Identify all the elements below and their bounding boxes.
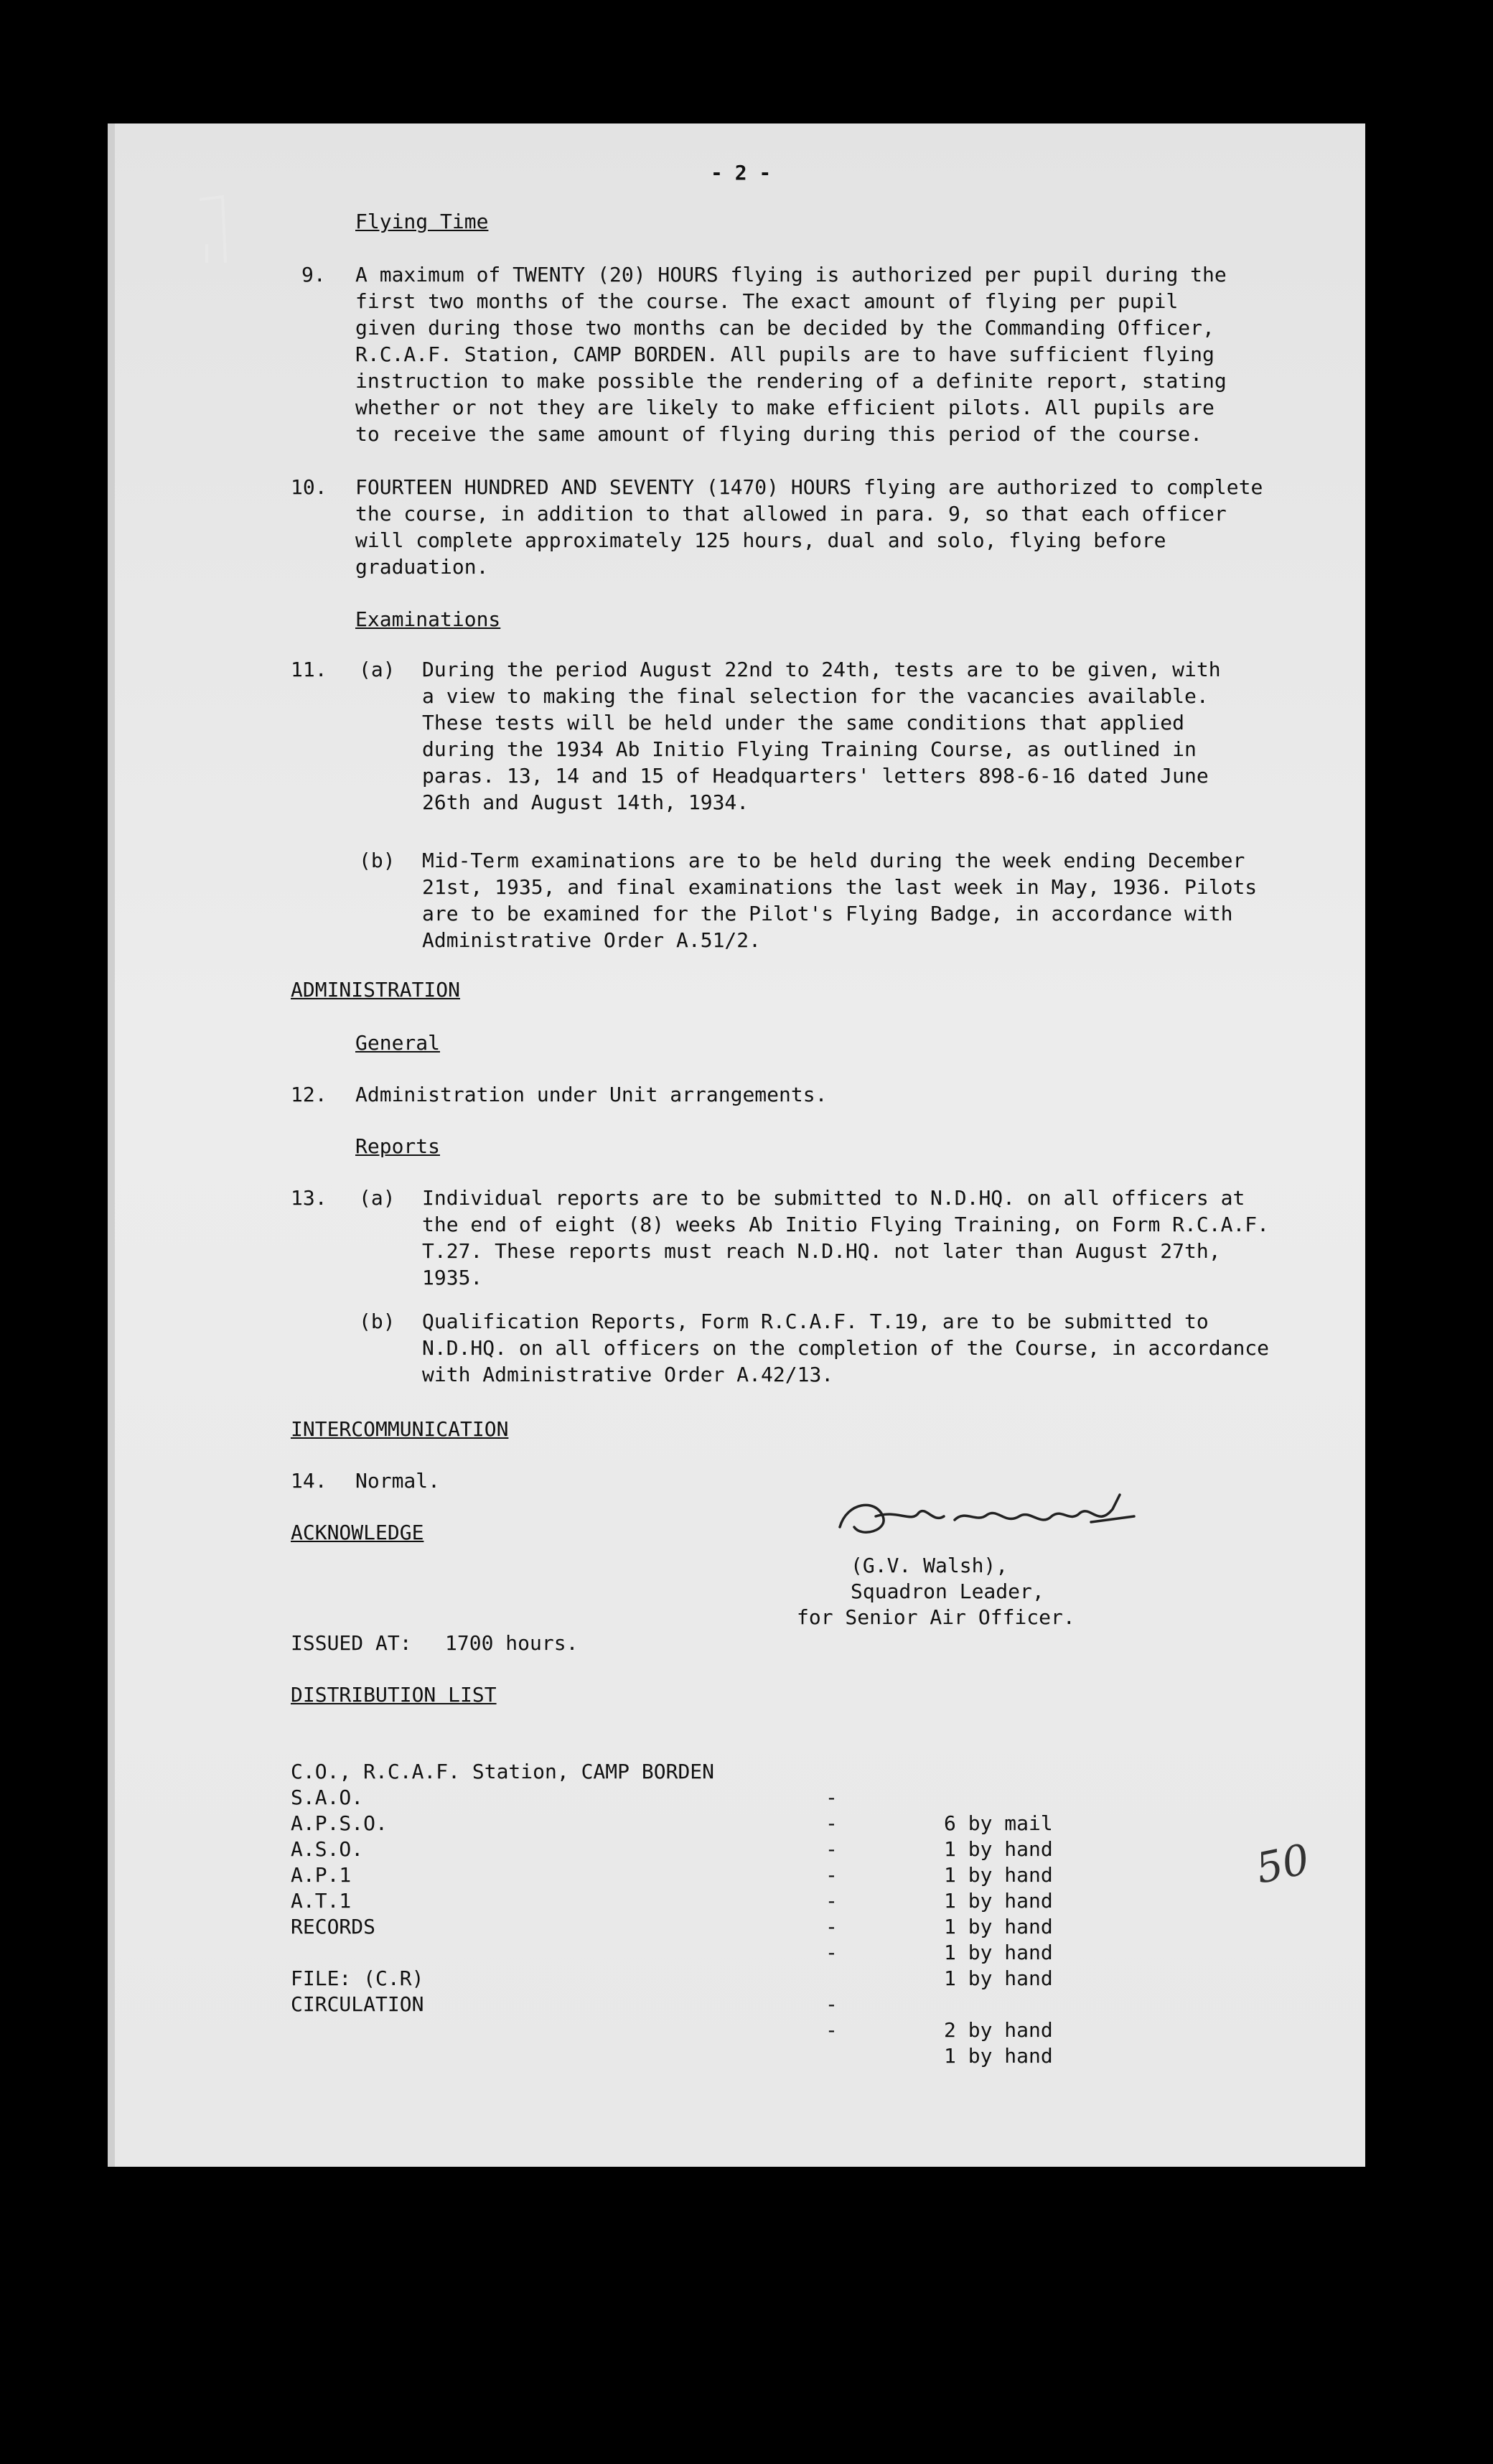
text-line: will complete approximately 125 hours, dual and solo, flying before (355, 528, 1166, 552)
distribution-recipient: FILE: (C.R) (291, 1966, 424, 1990)
issued-label: ISSUED AT: (291, 1631, 412, 1655)
text-line: R.C.A.F. Station, CAMP BORDEN. All pupils are to have sufficient flying (355, 342, 1214, 366)
para-14-number: 14. (291, 1469, 327, 1493)
text-line: during the 1934 Ab Initio Flying Training Course, as outlined in (422, 737, 1197, 761)
para-13a-text (422, 1185, 1269, 1291)
heading-general: General (355, 1031, 441, 1055)
distribution-quantity: 1 by hand (944, 1889, 1053, 1913)
text-line: graduation. (355, 555, 489, 579)
text-line: a view to making the final selection for the vacancies available. (422, 684, 1209, 708)
distribution-recipient: RECORDS (291, 1915, 376, 1938)
distribution-quantity: 1 by hand (944, 2044, 1053, 2068)
margin-handwritten-note: 50 (1251, 1834, 1314, 1893)
para-13b-text (422, 1308, 1269, 1388)
distribution-dash: - (825, 1811, 838, 1835)
text-line: 1935. (422, 1266, 483, 1289)
distribution-quantity: 1 by hand (944, 1915, 1053, 1938)
para-11-number: 11. (291, 658, 327, 681)
text-line: paras. 13, 14 and 15 of Headquarters' letters 898-6-16 dated June (422, 764, 1209, 788)
document-page (108, 123, 1365, 2167)
text-line: Individual reports are to be submitted to N.D.HQ. on all officers at (422, 1186, 1245, 1210)
distribution-recipient: A.T.1 (291, 1889, 352, 1913)
heading-intercommunication: INTERCOMMUNICATION (291, 1417, 509, 1441)
para-10-number: 10. (291, 475, 327, 499)
margin-bracket-mark (194, 194, 237, 280)
text-line: During the period August 22nd to 24th, tests are to be given, with (422, 658, 1221, 681)
text-line: first two months of the course. The exact amount of flying per pupil (355, 289, 1179, 313)
distribution-quantity: 1 by hand (944, 1837, 1053, 1861)
heading-distribution-list: DISTRIBUTION LIST (291, 1683, 497, 1707)
para-14-text: Normal. (355, 1469, 441, 1493)
text-line: whether or not they are likely to make efficient pilots. All pupils are (355, 396, 1214, 419)
distribution-dash: - (825, 2018, 838, 2042)
para-12-number: 12. (291, 1083, 327, 1106)
text-line: Administrative Order A.51/2. (422, 928, 762, 952)
text-line: 21st, 1935, and final examinations the last week in May, 1936. Pilots (422, 875, 1258, 899)
text-line: A maximum of TWENTY (20) HOURS flying is authorized per pupil during the (355, 263, 1227, 286)
distribution-quantity: 1 by hand (944, 1941, 1053, 1964)
para-12-text: Administration under Unit arrangements. (355, 1083, 828, 1106)
para-10-text (355, 474, 1263, 580)
distribution-dash: - (825, 1915, 838, 1938)
heading-examinations: Examinations (355, 607, 501, 631)
heading-administration: ADMINISTRATION (291, 978, 461, 1002)
distribution-quantity: 6 by mail (944, 1811, 1053, 1835)
text-line: the end of eight (8) weeks Ab Initio Flying Training, on Form R.C.A.F. (422, 1213, 1270, 1236)
distribution-recipient: S.A.O. (291, 1786, 364, 1809)
distribution-dash: - (825, 1863, 838, 1887)
page-number: - 2 - (711, 161, 772, 185)
page-edge (108, 123, 115, 2167)
distribution-quantity: 1 by hand (944, 1966, 1053, 1990)
text-line: 26th and August 14th, 1934. (422, 790, 749, 814)
distribution-recipient: A.P.1 (291, 1863, 352, 1887)
para-9-number: 9. (301, 263, 326, 286)
distribution-dash: - (825, 1889, 838, 1913)
para-13b-label: (b) (359, 1310, 396, 1333)
distribution-recipient: A.P.S.O. (291, 1811, 388, 1835)
text-line: N.D.HQ. on all officers on the completion of the Course, in accordance (422, 1336, 1270, 1360)
para-11a-label: (a) (359, 658, 396, 681)
signature-rank: Squadron Leader, (851, 1579, 1044, 1603)
distribution-recipient: C.O., R.C.A.F. Station, CAMP BORDEN (291, 1760, 715, 1783)
distribution-table (291, 1733, 1224, 2068)
text-line: FOURTEEN HUNDRED AND SEVENTY (1470) HOURS flying are authorized to complete (355, 475, 1263, 499)
distribution-dash: - (825, 1837, 838, 1861)
text-line: instruction to make possible the rendering of a definite report, stating (355, 369, 1227, 393)
distribution-dash: - (825, 1992, 838, 2016)
text-line: Qualification Reports, Form R.C.A.F. T.19, are to be submitted to (422, 1310, 1209, 1333)
heading-reports: Reports (355, 1134, 441, 1158)
para-11b-text (422, 847, 1257, 953)
distribution-dash: - (825, 1941, 838, 1964)
signature-name: (G.V. Walsh), (851, 1554, 1008, 1577)
issued-value: 1700 hours. (445, 1631, 579, 1655)
text-line: the course, in addition to that allowed in para. 9, so that each officer (355, 502, 1227, 526)
text-line: T.27. These reports must reach N.D.HQ. not later than August 27th, (422, 1239, 1221, 1263)
distribution-quantity: 2 by hand (944, 2018, 1053, 2042)
para-11b-label: (b) (359, 849, 396, 872)
text-line: These tests will be held under the same conditions that applied (422, 711, 1185, 734)
distribution-dash: - (825, 1786, 838, 1809)
text-line: Mid-Term examinations are to be held during the week ending December (422, 849, 1245, 872)
signature-for: for Senior Air Officer. (797, 1605, 1075, 1629)
distribution-recipient: CIRCULATION (291, 1992, 424, 2016)
heading-flying-time: Flying Time (355, 210, 489, 233)
para-13-number: 13. (291, 1186, 327, 1210)
para-13a-label: (a) (359, 1186, 396, 1210)
text-line: are to be examined for the Pilot's Flying Badge, in accordance with (422, 902, 1233, 925)
distribution-recipient: A.S.O. (291, 1837, 364, 1861)
handwritten-signature (833, 1488, 1141, 1552)
text-line: to receive the same amount of flying during this period of the course. (355, 422, 1203, 446)
text-line: given during those two months can be decided by the Commanding Officer, (355, 316, 1214, 340)
acknowledge-label: ACKNOWLEDGE (291, 1521, 424, 1544)
para-9-text (355, 261, 1227, 447)
distribution-quantity: 1 by hand (944, 1863, 1053, 1887)
text-line: with Administrative Order A.42/13. (422, 1363, 834, 1386)
para-11a-text (422, 656, 1221, 816)
